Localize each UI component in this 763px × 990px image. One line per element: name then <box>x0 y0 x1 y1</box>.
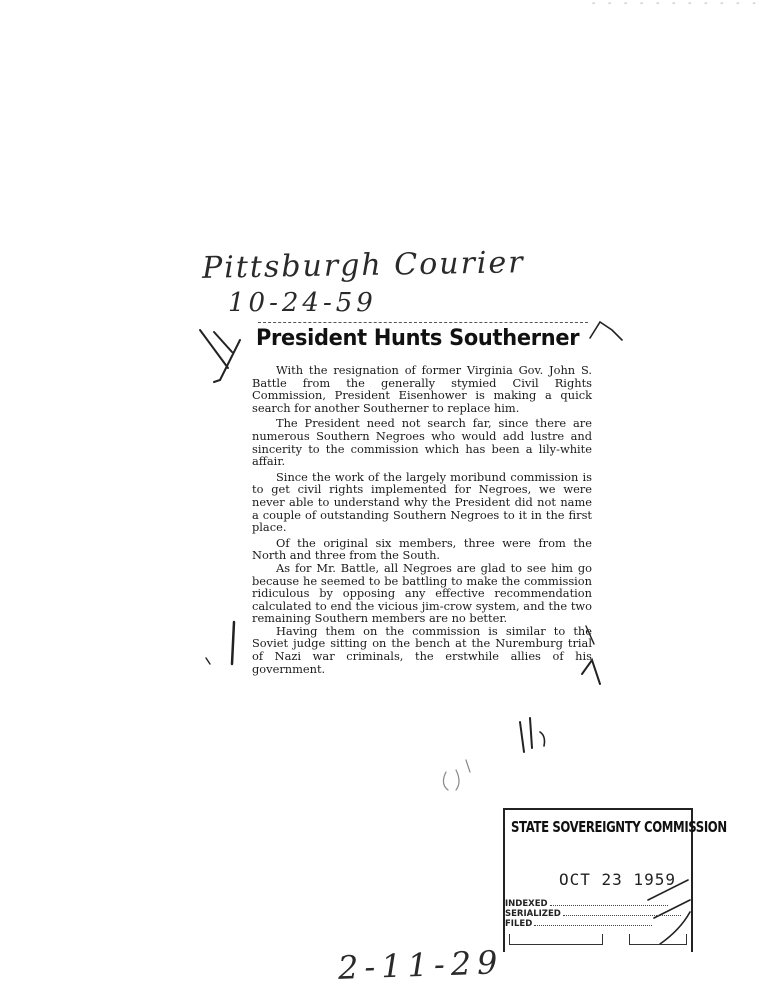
stamp-field-indexed <box>505 899 668 909</box>
stamp-field-line <box>550 899 668 906</box>
article-paragraph: With the resignation of former Virginia Gov. John S. Battle from the generally stymied Civil Rights Commission, President Eisenhower is making a quick search for another Southerner to replace him. <box>252 363 592 415</box>
headline-rule <box>258 322 588 324</box>
stamp-box-right <box>629 934 687 945</box>
handwritten-file-number: 2-11-29 <box>337 943 505 987</box>
article-paragraph: As for Mr. Battle, all Negroes are glad to see him go because he seemed to be battling to make the commission ridiculous by opposing any effective recommendation calculated to end the vicious jim-crow system, and the two remaining Southern members are no better. <box>252 560 592 626</box>
handwritten-source: Pittsburgh Courier <box>201 245 525 286</box>
pencil-check-mark <box>214 340 240 382</box>
stamp-field-filed <box>505 919 652 929</box>
article-paragraph: Of the original six members, three were from the North and three from the South. <box>252 535 592 563</box>
article-body <box>252 364 592 678</box>
stamp-field-label: SERIALIZED <box>505 909 561 919</box>
scan-edge-marks: - - - - - - - - - - - <box>590 0 759 9</box>
headline: President Hunts Southerner <box>256 326 580 351</box>
pencil-bracket-mark <box>232 622 234 664</box>
sovereignty-commission-stamp <box>503 808 727 952</box>
article-paragraph: The President need not search far, since there are numerous Southern Negroes who would add lustre and sincerity to the commission which has been a lily-white affair. <box>252 416 592 469</box>
article-paragraph: Since the work of the largely moribund commission is to get civil rights implemented for Negroes, we were never able to understand why the President did not name a couple of outstanding Southern Negroes to it in the first place. <box>252 469 592 535</box>
handwritten-date: 10-24-59 <box>228 288 377 318</box>
stamp-box-left <box>509 934 603 945</box>
stamp-field-label: FILED <box>505 919 533 929</box>
pencil-slash-mark <box>200 330 228 368</box>
stamp-field-line <box>563 909 681 916</box>
stamp-field-serialized <box>505 909 681 919</box>
stamp-title: STATE SOVEREIGNTY COMMISSION <box>511 818 727 836</box>
stamp-date: OCT 23 1959 <box>559 870 676 889</box>
stamp-field-line <box>534 919 652 926</box>
stamp-field-label: INDEXED <box>505 899 548 909</box>
article-paragraph: Having them on the commission is similar to the Soviet judge sitting on the bench at the Nuremburg trial of Nazi war criminals, the erstwhile allies of his government. <box>252 623 592 676</box>
